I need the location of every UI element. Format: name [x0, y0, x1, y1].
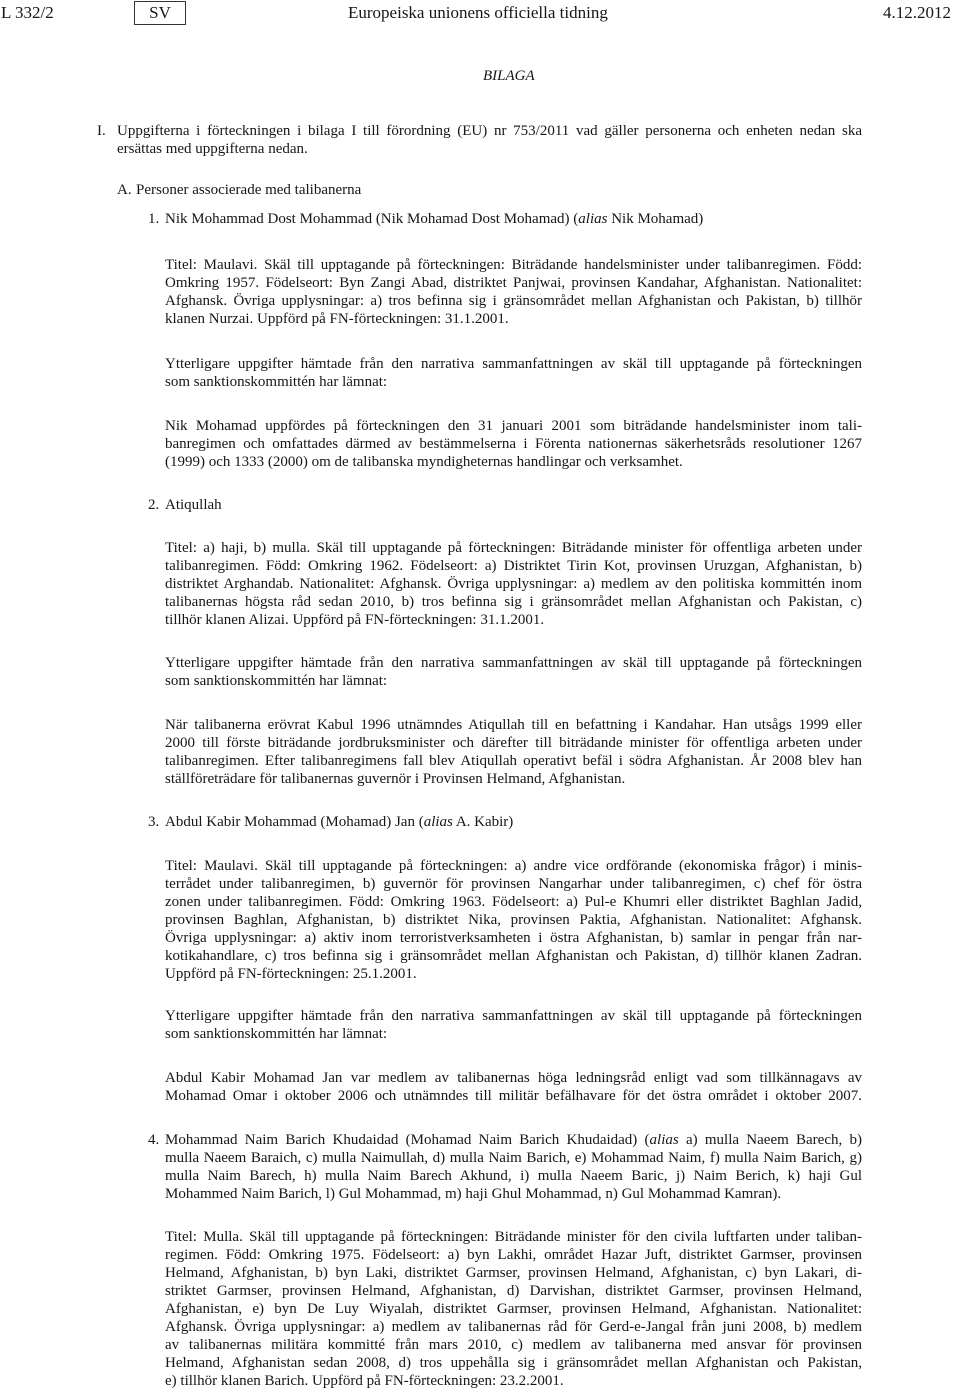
- narrative-intro: [165, 355, 862, 391]
- detail-line: kotikahandlare, c) tros befinna sig i gränsområdet mellan Afghanistan och Pakistan, d) tillhör klanen Zadran.: [165, 948, 862, 964]
- section-heading: [97, 122, 862, 158]
- detail-line: Helmand, Afghanistan sedan 2008, d) tros uppehålla sig i gränsområdet mellan Afghanistan och Pakistan,: [165, 1355, 862, 1371]
- narrative-intro: [165, 1007, 862, 1043]
- alias-name: a) mulla Naeem Barech, b): [678, 1132, 862, 1148]
- narrative-line: ställföreträdare för talibanernas guvernör i Provinsen Helmand, Afghanistan.: [165, 771, 626, 787]
- detail-line: talibanregimen. Född: Omkring 1962. Födelseort: a) Distriktet Tirin Kot, provinsen Uruzgan, Afghanistan, b): [165, 558, 862, 574]
- narrative-line: talibanregimen. Efter talibanregimens fall blev Atiqullah operativt befäl i södra Afghanistan. År 2008 blev han: [165, 753, 862, 769]
- narrative-intro-line: Ytterligare uppgifter hämtade från den narrativa sammanfattningen av skäl till upptagande på förteckningen: [165, 356, 862, 372]
- entry-details: [165, 256, 862, 328]
- narrative-line: 2000 till förste biträdande jordbruksminister och därefter till biträdande minister för offentliga arbeten under: [165, 735, 862, 751]
- detail-line: terrådet under talibanregimen, b) guvernör för provinsen Nangarhar under talibanregimen, c) chef för östra: [165, 876, 862, 892]
- entry-number: 2.: [148, 497, 160, 513]
- detail-line: regimen. Född: Omkring 1975. Födelseort: a) byn Lakhi, området Hazar Juft, distriktet Garmser, provinsen: [165, 1247, 862, 1263]
- detail-line: provinsen Baghlan, Afghanistan, b) distriktet Nika, provinsen Paktia, Afghanistan. Nationalitet: Afghansk.: [165, 912, 862, 928]
- narrative-intro: [165, 654, 862, 690]
- detail-line: talibanernas högsta råd sedan 2010, b) tros befinna sig i gränsområdet mellan Afghanistan och Pakistan, c): [165, 594, 862, 610]
- entry-details: [165, 1228, 862, 1390]
- entry-number: 3.: [148, 814, 160, 830]
- detail-line: Uppförd på FN-förteckningen: 25.1.2001.: [165, 966, 417, 982]
- entry-heading: [148, 496, 862, 514]
- entry-name-line: [165, 813, 862, 831]
- language-code-box: SV: [134, 1, 186, 25]
- narrative-intro-line: som sanktionskommittén har lämnat:: [165, 1026, 388, 1042]
- detail-line: Helmand, Afghanistan, b) byn Laki, distriktet Garmser, provinsen Helmand, Afghanistan, c) byn Lakari, di-: [165, 1265, 862, 1281]
- section-text-line: ersättas med uppgifterna nedan.: [117, 141, 308, 157]
- detail-line: av talibanernas militära kommitté från mars 2010, c) medlem av talibanerna med ansvar för provinsen: [165, 1337, 862, 1353]
- detail-line: Afghanistan, e) byn De Luy Wiyalah, distriktet Garmser, provinsen Helmand, Afghanistan. Nationalitet:: [165, 1301, 862, 1317]
- section-text-line: Uppgifterna i förteckningen i bilaga I till förordning (EU) nr 753/2011 vad gäller personerna och enheten nedan ska: [117, 123, 862, 139]
- subsection-title: Personer associerade med talibanerna: [136, 182, 362, 198]
- detail-line: tillhör klanen Alizai. Uppförd på FN-förteckningen: 31.1.2001.: [165, 612, 545, 628]
- entry-name: Abdul Kabir Mohammad (Mohamad) Jan (: [165, 814, 424, 830]
- detail-line: Omkring 1957. Födelseort: Byn Zangi Abad, distriktet Panjwai, provinsen Kandahar, Afghanistan. Nationalitet:: [165, 275, 862, 291]
- detail-line: Titel: Mulla. Skäl till upptagande på förteckningen: Biträdande minister för den civila luftfarten under taliban-: [165, 1229, 862, 1245]
- detail-line: Afghansk. Övriga upplysningar: a) tros befinna sig i gränsområdet mellan Afghanistan och Pakistan, b) tillhör: [165, 293, 862, 309]
- subsection-heading: [117, 181, 362, 199]
- narrative-intro-line: som sanktionskommittén har lämnat:: [165, 374, 388, 390]
- alias-label: alias: [649, 1132, 679, 1148]
- entry-name: Mohammad Naim Barich Khudaidad (Mohamad Naim Barich Khudaidad) (: [165, 1132, 650, 1148]
- subsection-letter: A.: [117, 182, 132, 198]
- entry-number: 4.: [148, 1132, 160, 1148]
- alias-name: A. Kabir): [452, 814, 514, 830]
- alias-line: mulla Naeem Baraich, c) mulla Naimullah, d) mulla Naim Barich, e) Mohammad Naim, f) mulla Naim Barich, g): [165, 1150, 862, 1166]
- narrative-intro-line: Ytterligare uppgifter hämtade från den narrativa sammanfattningen av skäl till upptagande på förteckningen: [165, 1008, 862, 1024]
- narrative-line: banregimen och omfattades därmed av bestämmelserna i Förenta nationernas säkerhetsråds resolutioner 1267: [165, 436, 862, 452]
- detail-line: zonen under talibanregimen. Född: Omkring 1963. Födelseort: a) Pul-e Khumri eller distriktet Baghlan Jadid,: [165, 894, 862, 910]
- narrative-summary: [165, 716, 862, 788]
- detail-line: e) tillhör klanen Barich. Uppförd på FN-förteckningen: 23.2.2001.: [165, 1373, 564, 1389]
- entry-name: Nik Mohammad Dost Mohammad (Nik Mohamad Dost Mohamad) (: [165, 211, 579, 227]
- entry-name: Atiqullah: [165, 497, 222, 513]
- section-number: I.: [97, 123, 106, 139]
- narrative-summary: [165, 417, 862, 471]
- entry-number: 1.: [148, 211, 160, 227]
- alias-label: alias: [578, 211, 608, 227]
- narrative-intro-line: Ytterligare uppgifter hämtade från den narrativa sammanfattningen av skäl till upptagande på förteckningen: [165, 655, 862, 671]
- alias-name: Nik Mohamad): [607, 211, 704, 227]
- page-reference: L 332/2: [1, 3, 54, 22]
- alias-line: mulla Naim Barech, h) mulla Naim Barech Akhund, i) mulla Naeem Baric, j) Naim Berich, k) haji Gul: [165, 1168, 862, 1184]
- entry-name-line: [165, 496, 862, 514]
- detail-line: Titel: Maulavi. Skäl till upptagande på förteckningen: Biträdande handelsminister under talibanregimen. Född:: [165, 257, 862, 273]
- detail-line: Titel: Maulavi. Skäl till upptagande på förteckningen: a) andre vice ordförande (ekonomiska frågor) i minis-: [165, 858, 862, 874]
- narrative-line: Nik Mohamad uppfördes på förteckningen den 31 januari 2001 som biträdande handelsminister inom tali-: [165, 418, 862, 434]
- annex-title: BILAGA: [483, 68, 535, 84]
- entry-details: [165, 539, 862, 629]
- alias-label: alias: [423, 814, 453, 830]
- entry-name-line: [165, 1131, 862, 1149]
- publication-date: 4.12.2012: [883, 3, 951, 22]
- entry-name-line: [165, 210, 862, 228]
- entry-heading: [148, 1131, 862, 1203]
- detail-line: Afghansk. Övriga upplysningar: a) medlem av talibanernas råd för Gerd-e-Jangal från juni 2008, b) medlem: [165, 1319, 862, 1335]
- narrative-line: Abdul Kabir Mohamad Jan var medlem av talibanernas höga ledningsråd enligt vad som tillkännagavs av: [165, 1070, 862, 1086]
- journal-title: Europeiska unionens officiella tidning: [348, 3, 608, 22]
- narrative-line: Mohamad Omar i oktober 2006 och utnämndes till militär befälhavare för det östra området i oktober 2007.: [165, 1088, 862, 1104]
- entry-heading: [148, 813, 862, 831]
- detail-line: klanen Nurzai. Uppförd på FN-förteckningen: 31.1.2001.: [165, 311, 509, 327]
- narrative-line: (1999) och 1333 (2000) om de talibanska myndigheternas handlingar och verksamhet.: [165, 454, 683, 470]
- entry-details: [165, 857, 862, 983]
- detail-line: distriktet Arghandab. Nationalitet: Afghansk. Övriga upplysningar: a) medlem av den politiska kommittén inom: [165, 576, 862, 592]
- narrative-line: När talibanerna erövrat Kabul 1996 utnämndes Atiqullah till en befattning i Kandahar. Han utsågs 1999 eller: [165, 717, 862, 733]
- entry-heading: [148, 210, 862, 228]
- narrative-intro-line: som sanktionskommittén har lämnat:: [165, 673, 388, 689]
- detail-line: Titel: a) haji, b) mulla. Skäl till upptagande på förteckningen: Biträdande minister för offentliga arbeten under: [165, 540, 862, 556]
- detail-line: Övriga upplysningar: a) aktiv inom terroristverksamheten i östra Afghanistan, b) samlar in pengar från nar-: [165, 930, 862, 946]
- detail-line: striktet Garmser, provinsen Helmand, Afghanistan, d) Darvishan, distriktet Garmser, provinsen Helmand,: [165, 1283, 862, 1299]
- narrative-summary: [165, 1069, 862, 1105]
- alias-line: Mohammed Naim Barich, l) Gul Mohammad, m) haji Ghul Mohammad, n) Gul Mohammad Kamran).: [165, 1186, 782, 1202]
